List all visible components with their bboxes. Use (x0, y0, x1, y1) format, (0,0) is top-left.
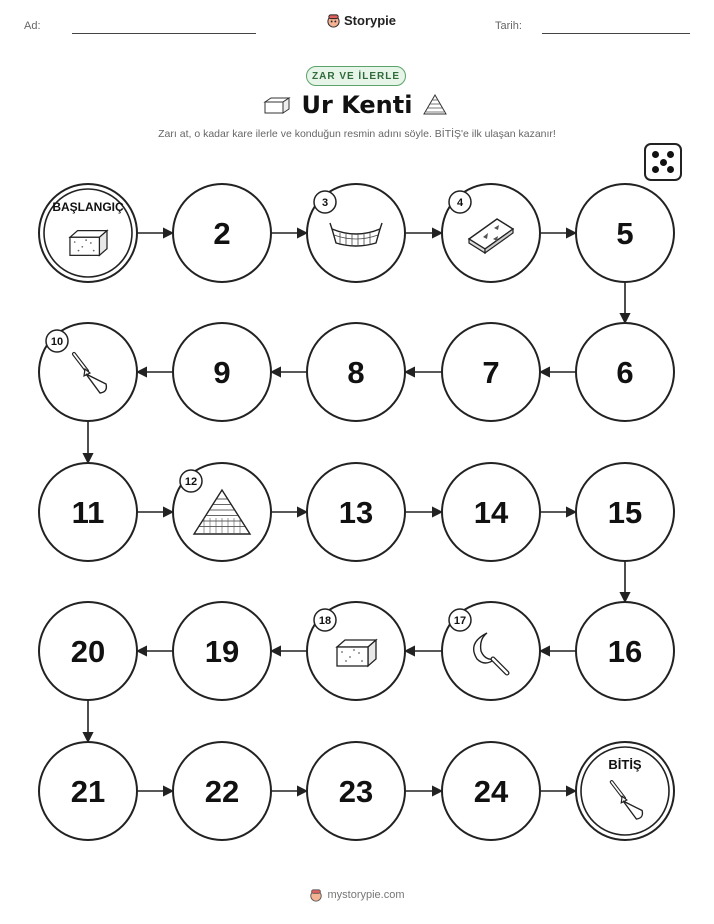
board-space-15[interactable] (576, 463, 674, 561)
space-number: 14 (473, 495, 509, 530)
board-space-14[interactable] (442, 463, 540, 561)
space-number: 5 (616, 216, 634, 251)
board-space-9[interactable] (173, 323, 271, 421)
date-label: Tarih: (495, 20, 522, 32)
board-space-25[interactable] (576, 742, 674, 840)
board-space-5[interactable] (576, 184, 674, 282)
space-number: 23 (338, 774, 374, 809)
space-number: 9 (213, 355, 231, 390)
board-space-18[interactable] (307, 602, 405, 700)
board-space-16[interactable] (576, 602, 674, 700)
board-space-20[interactable] (39, 602, 137, 700)
space-number: 4 (456, 197, 464, 209)
page-title: Ur Kenti (301, 91, 413, 119)
footer-url[interactable]: mystorypie.com (327, 889, 405, 901)
board-space-2[interactable] (173, 184, 271, 282)
board-space-13[interactable] (307, 463, 405, 561)
board-space-11[interactable] (39, 463, 137, 561)
brick-icon (337, 640, 376, 666)
board-space-23[interactable] (307, 742, 405, 840)
space-number: 19 (204, 634, 240, 669)
space-number: 15 (607, 495, 643, 530)
board-space-10[interactable] (39, 323, 137, 421)
space-number: 11 (71, 495, 105, 530)
activity-badge: ZAR VE İLERLE (306, 66, 406, 86)
space-number: 6 (616, 355, 634, 390)
finish-label: BİTİŞ (608, 757, 642, 772)
space-number: 20 (70, 634, 106, 669)
board-space-6[interactable] (576, 323, 674, 421)
board-space-21[interactable] (39, 742, 137, 840)
space-number: 16 (607, 634, 643, 669)
name-label: Ad: (24, 20, 41, 32)
brick-icon (70, 231, 107, 256)
space-number: 2 (213, 216, 231, 251)
board-space-24[interactable] (442, 742, 540, 840)
space-number: 7 (482, 355, 500, 390)
start-label: BAŞLANGIÇ (52, 200, 124, 214)
board-space-17[interactable] (442, 602, 540, 700)
space-number: 18 (318, 615, 332, 627)
space-number: 12 (184, 476, 198, 488)
board-space-7[interactable] (442, 323, 540, 421)
space-number: 22 (204, 774, 240, 809)
space-number: 3 (321, 197, 329, 209)
footer (0, 888, 714, 902)
board-space-19[interactable] (173, 602, 271, 700)
board-space-3[interactable] (307, 184, 405, 282)
space-number: 17 (453, 615, 467, 627)
brand-name: Storypie (344, 13, 397, 28)
space-number: 13 (338, 495, 374, 530)
board-space-4[interactable] (442, 184, 540, 282)
board-space-8[interactable] (307, 323, 405, 421)
instructions: Zarı at, o kadar kare ilerle ve konduğun resmin adını söyle. BİTİŞ'e ilk ulaşan kazanır! (158, 128, 556, 140)
space-number: 24 (473, 774, 509, 809)
storypie-mascot-icon (309, 888, 323, 902)
board-space-12[interactable] (173, 463, 271, 561)
space-number: 10 (50, 336, 64, 348)
board-space-1[interactable] (39, 184, 137, 282)
board-space-22[interactable] (173, 742, 271, 840)
space-number: 21 (70, 774, 106, 809)
space-number: 8 (347, 355, 365, 390)
